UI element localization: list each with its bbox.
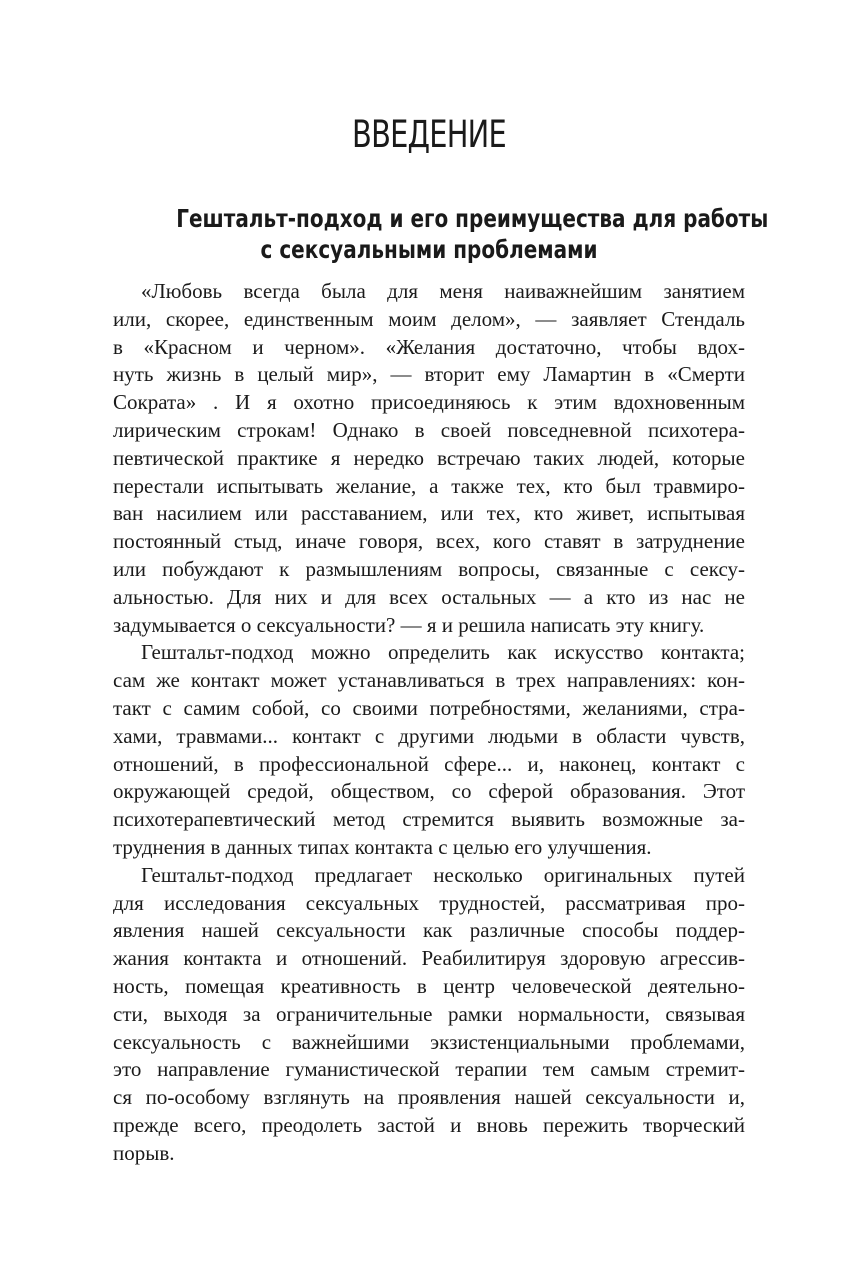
text-line: для исследования сексуальных трудностей, рассматривая про- — [113, 890, 745, 915]
text-line: такт с самим собой, со своими потребностями, желаниями, стра- — [113, 695, 745, 720]
text-line: труднения в данных типах контакта с целью его улучшения. — [113, 834, 652, 859]
text-line: альностью. Для них и для всех остальных — а кто из нас не — [113, 584, 745, 609]
text-line: Сократа» . И я охотно присоединяюсь к этим вдохновенным — [113, 390, 745, 415]
text-line: или побуждают к размышлениям вопросы, связанные с сексу- — [113, 556, 745, 581]
body-text — [113, 278, 745, 1168]
text-line: сексуальность с важнейшими экзистенциальными проблемами, — [113, 1029, 745, 1054]
text-line: ся по-особому взглянуть на проявления нашей сексуальности и, — [113, 1085, 745, 1110]
text-line: отношений, в профессиональной сфере... и, наконец, контакт с — [113, 751, 745, 776]
section-title-line: Гештальт-подход и его преимущества для работы — [176, 204, 769, 233]
paragraph — [113, 862, 745, 1168]
text-line: хами, травмами... контакт с другими людьми в области чувств, — [113, 723, 745, 748]
section-title-line: с сексуальными проблемами — [260, 235, 598, 264]
text-line: Гештальт-подход можно определить как искусство контакта; — [141, 640, 745, 665]
text-line: певтической практике я нередко встречаю таких людей, которые — [113, 445, 745, 470]
book-page — [113, 0, 769, 1270]
text-line: окружающей средой, обществом, со сферой образования. Этот — [113, 779, 745, 804]
text-line: лирическим строкам! Однако в своей повседневной психотера- — [113, 417, 745, 442]
paragraph — [113, 278, 745, 639]
text-line: это направление гуманистической терапии тем самым стремит- — [113, 1057, 745, 1082]
text-line: или, скорее, единственным моим делом», — заявляет Стендаль — [113, 306, 745, 331]
text-line: прежде всего, преодолеть застой и вновь пережить творческий — [113, 1112, 745, 1137]
text-line: порыв. — [113, 1140, 175, 1165]
text-line: в «Красном и черном». «Желания достаточно, чтобы вдох- — [113, 334, 745, 359]
text-line: перестали испытывать желание, а также тех, кто был травмиро- — [113, 473, 745, 498]
text-line: ность, помещая креативность в центр человеческой деятельно- — [113, 973, 745, 998]
section-title — [113, 203, 769, 265]
text-line: психотерапевтический метод стремится выявить возможные за- — [113, 807, 745, 832]
text-line: явления нашей сексуальности как различные способы поддер- — [113, 918, 745, 943]
text-line: жания контакта и отношений. Реабилитируя здоровую агрессив- — [113, 946, 745, 971]
text-line: ван насилием или расставанием, или тех, кто живет, испытывая — [113, 501, 745, 526]
text-line: «Любовь всегда была для меня наиважнейшим занятием — [141, 279, 745, 303]
text-line: Гештальт-подход предлагает несколько оригинальных путей — [141, 862, 745, 887]
text-line: постоянный стыд, иначе говоря, всех, кого ставят в затруднение — [113, 529, 745, 554]
text-line: сам же контакт может устанавливаться в трех направлениях: кон- — [113, 668, 745, 693]
chapter-title: ВВЕДЕНИЕ — [352, 113, 506, 156]
paragraph — [113, 639, 745, 861]
text-line: нуть жизнь в целый мир», — вторит ему Ламартин в «Смерти — [113, 362, 745, 387]
text-line: задумывается о сексуальности? — я и решила написать эту книгу. — [113, 612, 705, 637]
text-line: сти, выходя за ограничительные рамки нормальности, связывая — [113, 1001, 745, 1026]
